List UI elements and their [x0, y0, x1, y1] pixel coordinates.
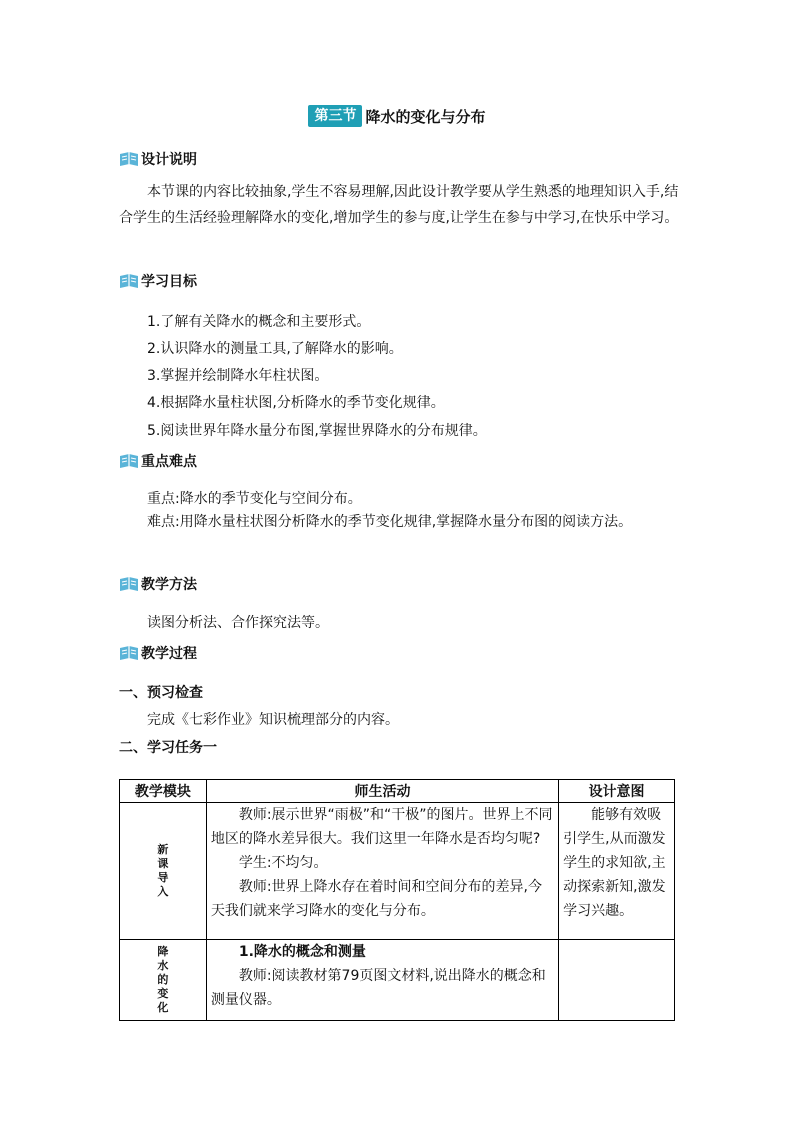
- step2-title: 二、学习任务一: [119, 740, 217, 756]
- method-text: 读图分析法、合作探究法等。: [147, 615, 329, 631]
- goal-item: 1.了解有关降水的概念和主要形式。: [147, 314, 371, 330]
- book-icon: [119, 452, 139, 470]
- activity-text: 学生:不均匀。: [238, 855, 328, 871]
- process-heading-label: 教学过程: [141, 646, 197, 662]
- activities-cell: [206, 803, 558, 940]
- book-icon: [119, 575, 139, 593]
- lesson-plan-table: [119, 779, 675, 1021]
- book-icon: [119, 150, 139, 168]
- difficulty-point: 难点:用降水量柱状图分析降水的季节变化规律,掌握降水量分布图的阅读方法。: [147, 514, 633, 530]
- method-heading: [119, 573, 197, 595]
- table-header: 教学模块: [120, 780, 207, 803]
- activity-text: 教师:阅读教材第79页图文材料,说出降水的概念和测量仪器。: [210, 968, 546, 1008]
- goal-item: 3.掌握并绘制降水年柱状图。: [147, 368, 329, 384]
- focus-heading-label: 重点难点: [141, 454, 197, 470]
- lesson-title: [0, 104, 794, 128]
- module-cell: [120, 940, 207, 1021]
- table-header-row: [120, 780, 675, 803]
- table-header: 师生活动: [206, 780, 558, 803]
- activity-text: 教师:展示世界“雨极”和“干极”的图片。世界上不同地区的降水差异很大。我们这里一年降水是否均匀呢?: [210, 807, 553, 847]
- table-header: 设计意图: [559, 780, 675, 803]
- goals-heading-label: 学习目标: [141, 274, 197, 290]
- lesson-title-text: 降水的变化与分布: [365, 107, 486, 126]
- process-heading: [119, 642, 197, 664]
- intent-cell: [559, 803, 675, 940]
- design-heading-label: 设计说明: [141, 152, 197, 168]
- table-row: [120, 803, 675, 940]
- key-point: 重点:降水的季节变化与空间分布。: [147, 491, 362, 507]
- intent-cell: [559, 940, 675, 1021]
- goals-heading: [119, 270, 197, 292]
- book-icon: [119, 644, 139, 662]
- section-badge: 第三节: [308, 105, 362, 127]
- module-label: 降水的变化: [157, 945, 169, 1014]
- goal-item: 4.根据降水量柱状图,分析降水的季节变化规律。: [147, 395, 445, 411]
- book-icon: [119, 272, 139, 290]
- intent-text: 能够有效吸引学生,从而激发学生的求知欲,主动探索新知,激发学习兴趣。: [563, 807, 666, 919]
- activity-text: 教师:世界上降水存在着时间和空间分布的差异,今天我们就来学习降水的变化与分布。: [210, 879, 542, 919]
- activities-cell: [206, 940, 558, 1021]
- module-label: 新课导入: [157, 843, 169, 898]
- step1-title: 一、预习检查: [119, 685, 203, 701]
- module-cell: [120, 803, 207, 940]
- activity-subtitle: 1.降水的概念和测量: [238, 944, 366, 960]
- goal-item: 5.阅读世界年降水量分布图,掌握世界降水的分布规律。: [147, 423, 487, 439]
- method-heading-label: 教学方法: [141, 577, 197, 593]
- goal-item: 2.认识降水的测量工具,了解降水的影响。: [147, 341, 403, 357]
- design-heading: [119, 148, 197, 170]
- focus-heading: [119, 450, 197, 472]
- step1-text: 完成《七彩作业》知识梳理部分的内容。: [147, 712, 399, 728]
- table-row: [120, 940, 675, 1021]
- design-text: 本节课的内容比较抽象,学生不容易理解,因此设计教学要从学生熟悉的地理知识入手,结合学生的生活经验理解降水的变化,增加学生的参与度,让学生在参与中学习,在快乐中学习。: [119, 184, 679, 226]
